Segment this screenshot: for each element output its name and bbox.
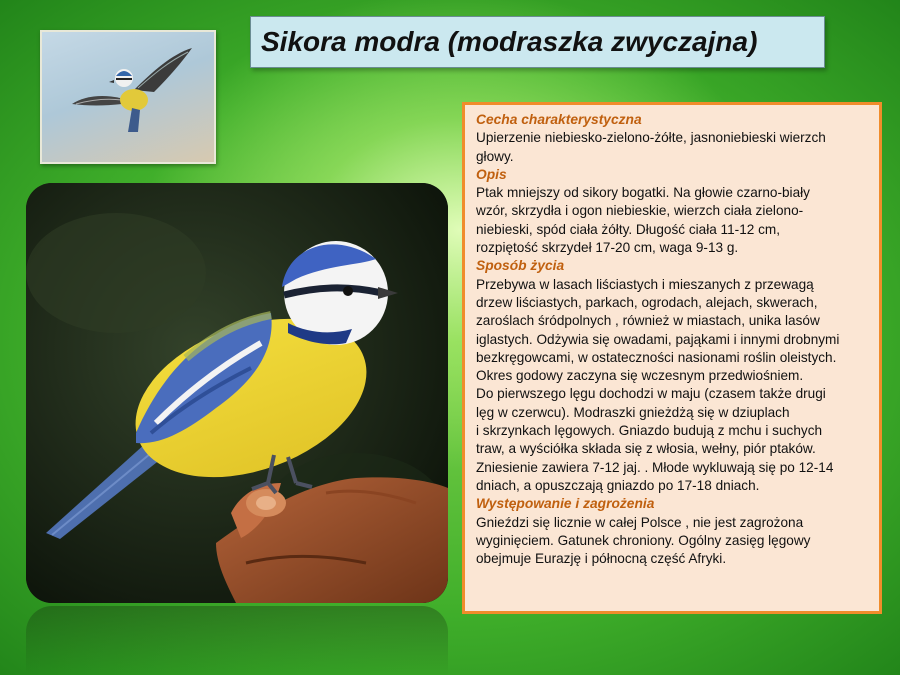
section-heading: Cecha charakterystyczna <box>476 112 642 127</box>
blue-tit-photo <box>26 183 448 603</box>
section-heading: Opis <box>476 166 507 182</box>
section-line: iglastych. Odżywia się owadami, pająkami i innymi drobnymi <box>476 331 840 347</box>
section-line: Upierzenie niebiesko-zielono-żółte, jasnoniebieski wierzch <box>476 130 826 146</box>
section-heading: Występowanie i zagrożenia <box>476 496 655 512</box>
page-title: Sikora modra (modraszka zwyczajna) <box>261 26 758 57</box>
section-line: głowy. <box>476 148 514 164</box>
section-line: Do pierwszego lęgu dochodzi w maju (czasem także drugi <box>476 386 826 402</box>
section-line: rozpiętość skrzydeł 17-20 cm, waga 9-13 g. <box>476 240 739 256</box>
section-line: obejmuje Eurazję i północną część Afryki. <box>476 551 727 567</box>
section-line: wzór, skrzydła i ogon niebieskie, wierzch ciała zielono- <box>476 203 804 219</box>
title-box <box>250 16 825 68</box>
description-panel <box>462 102 882 614</box>
section-line: wyginięciem. Gatunek chroniony. Ogólny zasięg lęgowy <box>476 532 811 548</box>
section-line: drzew liściastych, parkach, ogrodach, alejach, skwerach, <box>476 294 818 310</box>
blue-tit-illustration <box>26 183 448 603</box>
section-line: lęg w czerwcu). Modraszki gnieżdżą się w dziuplach <box>476 404 790 420</box>
section-heading: Sposób życia <box>476 258 565 274</box>
section-line: i skrzynkach lęgowych. Gniazdo budują z mchu i suchych <box>476 423 823 439</box>
photo-reflection <box>26 606 448 675</box>
section-line: Ptak mniejszy od sikory bogatki. Na głowie czarno-biały <box>476 185 810 201</box>
section-line: zaroślach śródpolnych , również w miastach, unika lasów <box>476 313 820 329</box>
section-line: Zniesienie zawiera 7-12 jaj. . Młode wykluwają się po 12-14 <box>476 459 834 475</box>
flying-bird-illustration <box>42 32 214 162</box>
section-line: Przebywa w lasach liściastych i mieszanych z przewagą <box>476 276 814 292</box>
section-line: bezkręgowcami, w ostateczności nasionami roślin oleistych. <box>476 349 837 365</box>
section-line: Gnieździ się licznie w całej Polsce , nie jest zagrożona <box>476 514 804 530</box>
flying-bird-photo <box>40 30 216 164</box>
section-line: dniach, a opuszczają gniazdo po 17-18 dniach. <box>476 477 760 493</box>
section-line: niebieski, spód ciała żółty. Długość ciała 11-12 cm, <box>476 221 780 237</box>
section-line: Okres godowy zaczyna się wczesnym przedwiośniem. <box>476 368 804 384</box>
section-line: traw, a wyściółka składa się z włosia, wełny, piór ptaków. <box>476 441 816 457</box>
